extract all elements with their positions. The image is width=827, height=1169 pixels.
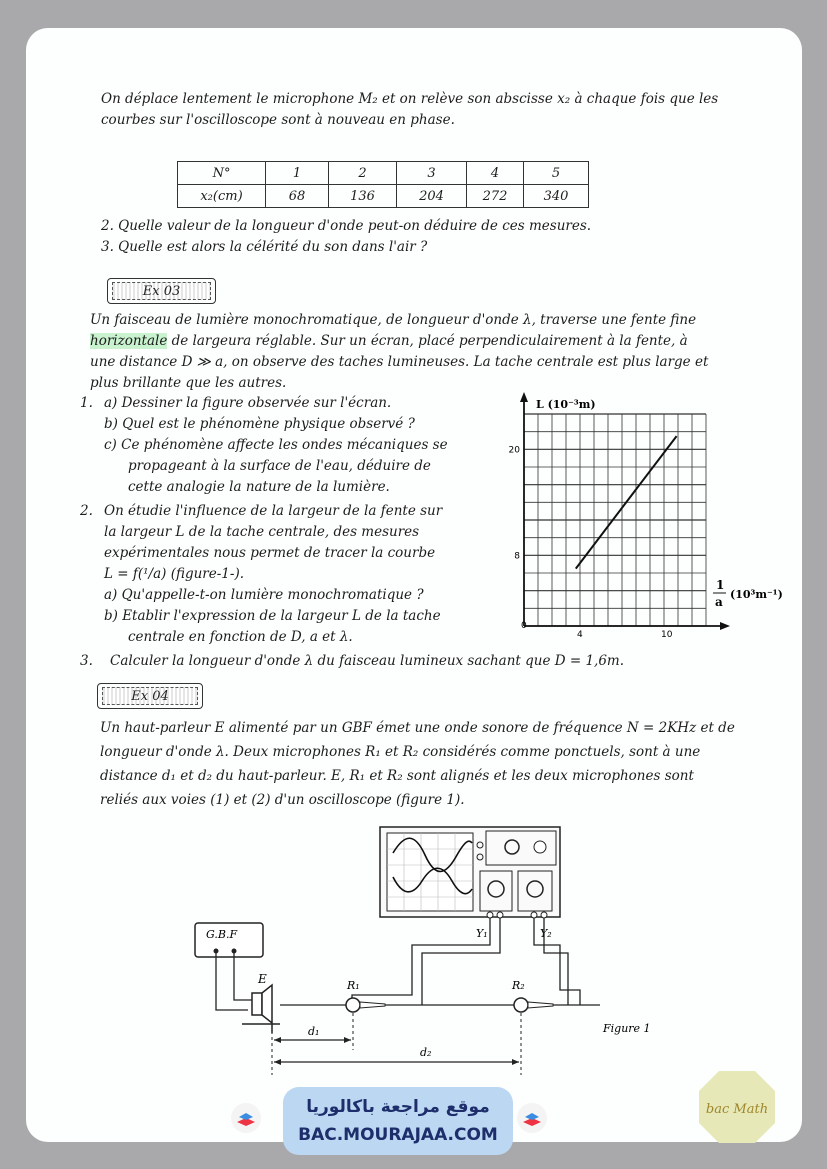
ex03-line-2 <box>90 331 780 352</box>
ex03-label: Ex 03 <box>112 282 211 300</box>
ex03-line-4: plus brillante que les autres. <box>90 375 287 391</box>
y-axis-label: L (10⁻³m) <box>536 398 596 411</box>
chart-figure-1 <box>500 388 800 638</box>
y2-ground-terminal <box>541 912 547 918</box>
table-cell: 5 <box>524 162 589 185</box>
y-tick-label: 20 <box>508 445 520 456</box>
r1-label: R₁ <box>347 979 360 992</box>
speaker-icon <box>262 985 272 1023</box>
ex03-line-2-rest: de largeura réglable. Sur un écran, placé perpendiculairement à la fente, à <box>167 333 688 349</box>
figure-caption: Figure 1 <box>603 1022 651 1035</box>
table-cell: 340 <box>524 185 589 208</box>
q1a: a) Dessiner la figure observée sur l'écran. <box>104 395 392 411</box>
r2-label: R₂ <box>512 979 525 992</box>
speaker-magnet <box>252 993 262 1015</box>
ex04-line-4: reliés aux voies (1) et (2) d'un oscilloscope (figure 1). <box>100 792 465 808</box>
table-cell: 1 <box>266 162 329 185</box>
question-2: 2. Quelle valeur de la longueur d'onde peut-on déduire de ces mesures. <box>101 218 592 234</box>
intro-line-1: On déplace lentement le microphone M₂ et on relève son abscisse x₂ à chaque fois que les <box>101 91 719 107</box>
y2-terminal <box>531 912 537 918</box>
y1-terminal <box>487 912 493 918</box>
banner-arabic-text: موقع مراجعة باكالوريا <box>306 1097 490 1117</box>
intro-line-2: courbes sur l'oscilloscope sont à nouveau en phase. <box>101 112 455 128</box>
gbf-label: G.B.F <box>206 928 238 941</box>
arrow-icon <box>344 1037 351 1043</box>
power-icon <box>534 841 546 853</box>
table-cell: 204 <box>397 185 467 208</box>
q2-number: 2. <box>80 503 93 519</box>
y-tick-label: 8 <box>514 551 520 562</box>
y1-label: Y₁ <box>476 927 488 940</box>
y1-ground-terminal <box>497 912 503 918</box>
q2-line-3: expérimentales nous permet de tracer la courbe <box>104 545 436 561</box>
intro-paragraph <box>101 89 781 131</box>
table-cell: 68 <box>266 185 329 208</box>
q2b-line-1: b) Etablir l'expression de la largeur L de la tache <box>104 608 441 624</box>
x-axis-label-denominator: a <box>715 595 723 609</box>
ex04-line-3: distance d₁ et d₂ du haut-parleur. E, R₁ et R₂ sont alignés et les deux microphones sont <box>100 768 694 784</box>
ex03-line-3: une distance D ≫ a, on observe des taches lumineuses. La tache centrale est plus large et <box>90 354 709 370</box>
d2-label: d₂ <box>420 1046 432 1059</box>
q1-number: 1. <box>80 395 93 411</box>
q1c-line-3: cette analogie la nature de la lumière. <box>128 479 390 495</box>
table-cell: 3 <box>397 162 467 185</box>
table-cell: 4 <box>467 162 524 185</box>
ex04-line-1: Un haut-parleur E alimenté par un GBF émet une onde sonore de fréquence N = 2KHz et de <box>100 720 735 736</box>
arrow-icon <box>512 1059 519 1065</box>
q3: Calculer la longueur d'onde λ du faisceau lumineux sachant que D = 1,6m. <box>110 653 625 669</box>
table-cell: x₂(cm) <box>178 185 266 208</box>
chart-grid <box>524 414 706 626</box>
q2-line-4: L = f(¹/a) (figure-1-). <box>104 566 245 582</box>
arrow-icon <box>274 1037 281 1043</box>
question-3: 3. Quelle est alors la célérité du son dans l'air ? <box>101 239 428 255</box>
microphone-r1-body <box>360 1002 385 1008</box>
microphone-r2-icon <box>514 998 528 1012</box>
ex03-paragraph <box>90 310 780 394</box>
q2a: a) Qu'appelle-t-on lumière monochromatique ? <box>104 587 424 603</box>
bac-math-badge <box>697 1069 777 1145</box>
site-banner[interactable] <box>283 1087 513 1155</box>
q1b: b) Quel est le phénomène physique observé ? <box>104 416 415 432</box>
microphone-r2-body <box>528 1002 553 1008</box>
ex04-paragraph <box>100 716 790 812</box>
distance-guides <box>272 1013 521 1075</box>
microphone-r1-icon <box>346 998 360 1012</box>
e-label: E <box>258 972 267 986</box>
highlighted-word: horizontale <box>90 333 168 349</box>
ex03-q2 <box>104 501 504 648</box>
table-cell: 2 <box>329 162 397 185</box>
x-axis-label-numerator: 1 <box>716 578 725 592</box>
table-cell: N° <box>178 162 266 185</box>
origin-label: 0 <box>521 621 527 631</box>
book-logo-icon-right <box>516 1102 548 1134</box>
d1-label: d₁ <box>308 1025 320 1038</box>
ex02-questions <box>101 216 781 258</box>
q1c-line-1: c) Ce phénomène affecte les ondes mécaniques se <box>104 437 448 453</box>
table-row <box>178 185 589 208</box>
y2-label: Y₂ <box>540 927 552 940</box>
q1c-line-2: propageant à la surface de l'eau, déduire de <box>128 458 431 474</box>
table-cell: 272 <box>467 185 524 208</box>
setup-figure <box>180 825 700 1080</box>
y-axis-arrow-icon <box>520 392 528 402</box>
book-logo-icon-left <box>230 1102 262 1134</box>
ex04-line-2: longueur d'onde λ. Deux microphones R₁ et R₂ considérés comme ponctuels, sont à une <box>100 744 701 760</box>
x-tick-label: 4 <box>577 630 583 638</box>
ex04-label: Ex 04 <box>102 687 198 705</box>
x-tick-label: 10 <box>661 630 673 638</box>
q2b-line-2: centrale en fonction de D, a et λ. <box>128 629 353 645</box>
x-axis-arrow-icon <box>720 622 730 630</box>
ex03-line-1: Un faisceau de lumière monochromatique, de longueur d'onde λ, traverse une fente fine <box>90 312 697 328</box>
measurements-table <box>177 161 589 208</box>
ex04-label-box <box>97 683 203 709</box>
q2-line-1: On étudie l'influence de la largeur de la fente sur <box>104 503 443 519</box>
q2-line-2: la largeur L de la tache centrale, des mesures <box>104 524 420 540</box>
arrow-icon <box>274 1059 281 1065</box>
x-axis-label-unit: (10³m⁻¹) <box>730 588 783 601</box>
table-header-row <box>178 162 589 185</box>
badge-text: bac Math <box>705 1102 769 1117</box>
ex03-q1 <box>104 393 494 498</box>
q3-number: 3. <box>80 653 93 669</box>
table-cell: 136 <box>329 185 397 208</box>
banner-site-url[interactable]: BAC.MOURAJAA.COM <box>298 1125 498 1145</box>
ex03-label-box <box>107 278 216 304</box>
